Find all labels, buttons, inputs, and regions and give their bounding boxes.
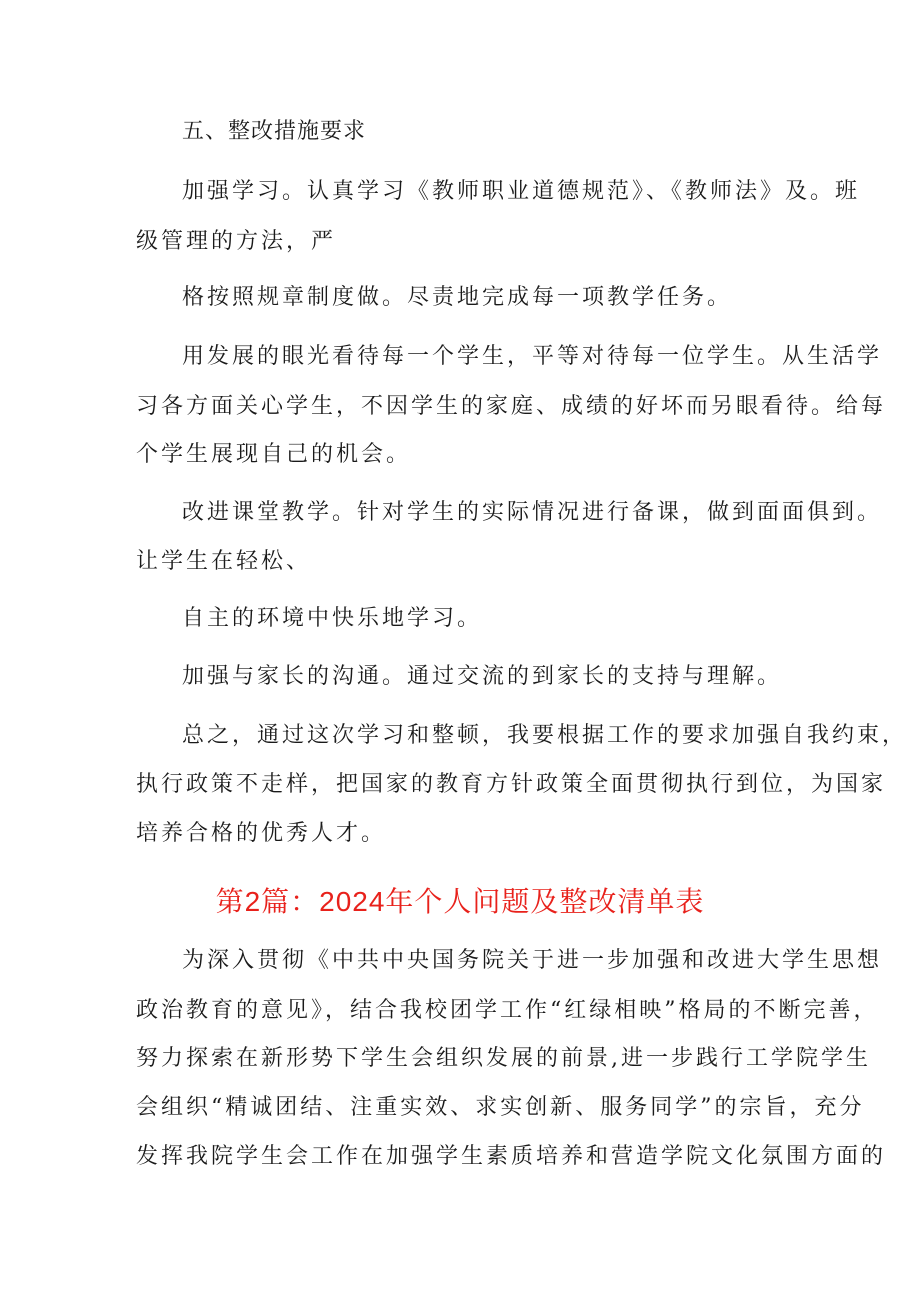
section-heading: 五、整改措施要求 xyxy=(182,119,367,144)
paragraph-line: 努力探索在新形势下学生会组织发展的前景,进一步践行工学院学生 xyxy=(136,1046,871,1071)
paragraph-line: 加强学习。认真学习《教师职业道德规范》、《教师法》及。班 xyxy=(182,179,861,204)
paragraph-line: 个学生展现自己的机会。 xyxy=(136,442,412,467)
paragraph-line: 改进课堂教学。针对学生的实际情况进行备课，做到面面俱到。 xyxy=(182,500,883,525)
paragraph-line: 为深入贯彻《中共中央国务院关于进一步加强和改进大学生思想 xyxy=(182,948,883,973)
paragraph-line: 加强与家长的沟通。通过交流的到家长的支持与理解。 xyxy=(182,664,783,689)
paragraph-line: 会组织“精诚团结、注重实效、求实创新、服务同学”的宗旨，充分 xyxy=(136,1095,865,1120)
paragraph-line: 让学生在轻松、 xyxy=(136,549,312,574)
paragraph-line: 培养合格的优秀人才。 xyxy=(136,821,387,846)
paragraph-line: 用发展的眼光看待每一个学生，平等对待每一位学生。从生活学 xyxy=(182,344,883,369)
chapter-title: 第2篇：2024年个人问题及整改清单表 xyxy=(215,886,705,917)
paragraph-line: 政治教育的意见》，结合我校团学工作“红绿相映”格局的不断完善， xyxy=(136,998,879,1023)
paragraph-line: 执行政策不走样，把国家的教育方针政策全面贯彻执行到位，为国家 xyxy=(136,772,887,797)
paragraph-line: 自主的环境中快乐地学习。 xyxy=(182,606,483,631)
paragraph-line: 发挥我院学生会工作在加强学生素质培养和营造学院文化氛围方面的 xyxy=(136,1144,887,1169)
paragraph-line: 总之，通过这次学习和整顿，我要根据工作的要求加强自我约束， xyxy=(182,723,908,748)
paragraph-line: 级管理的方法，严 xyxy=(136,229,337,254)
paragraph-line: 习各方面关心学生，不因学生的家庭、成绩的好坏而另眼看待。给每 xyxy=(136,394,887,419)
paragraph-line: 格按照规章制度做。尽责地完成每一项教学任务。 xyxy=(182,285,733,310)
